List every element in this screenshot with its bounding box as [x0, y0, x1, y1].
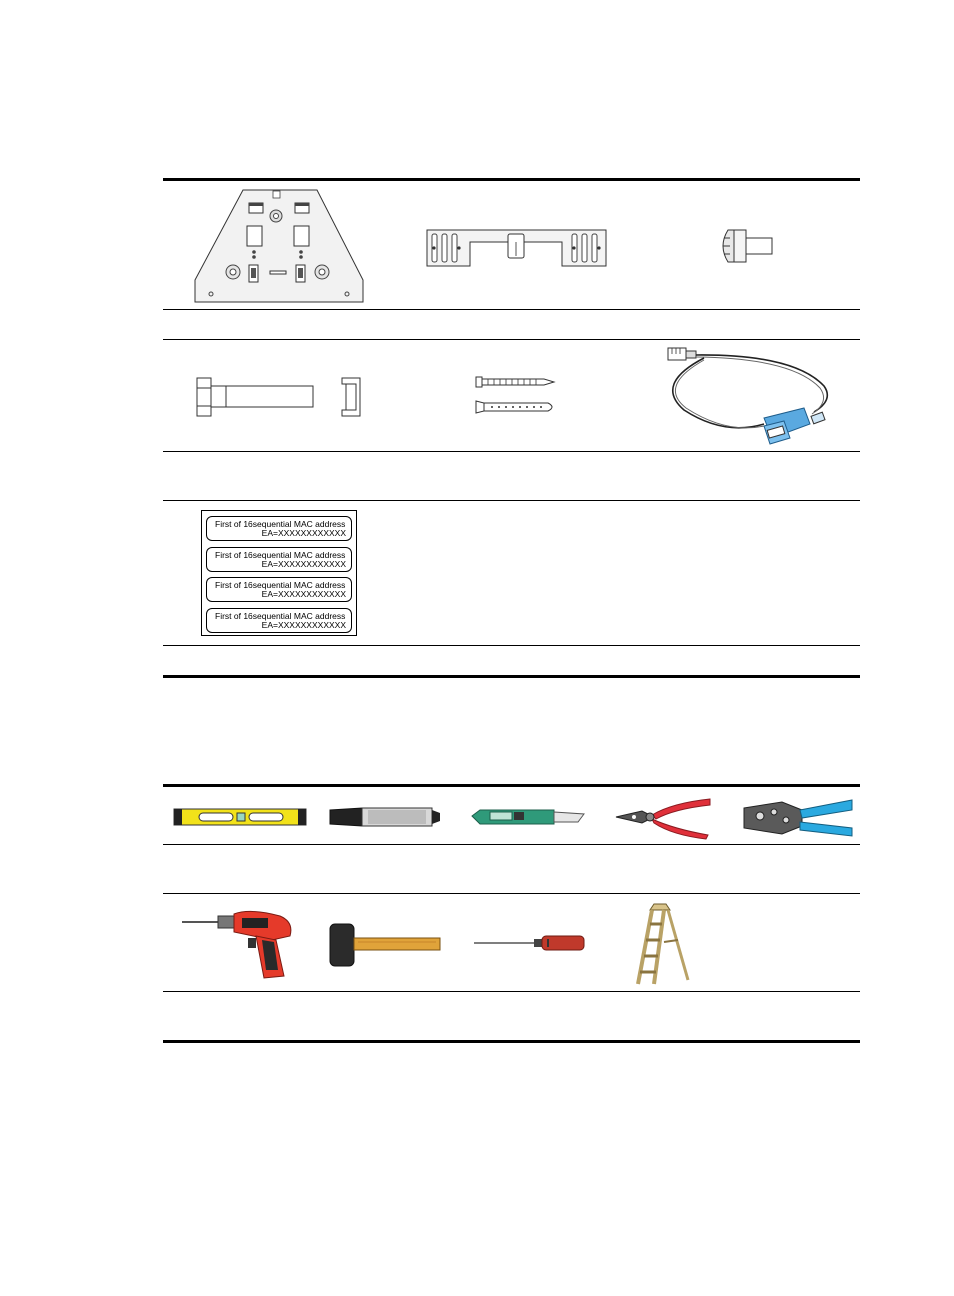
mac-label-sheet-icon	[201, 510, 357, 636]
accessories-table-top-border	[163, 178, 860, 181]
cage-nut-icon	[718, 228, 774, 264]
crimping-tool-icon	[742, 798, 854, 838]
console-cable-icon	[664, 344, 834, 450]
table-row-divider	[163, 451, 860, 452]
mac-address-label: First of 16sequential MAC address EA=XXXXXXXXXXXX	[206, 608, 352, 633]
mac-address-label: First of 16sequential MAC address EA=XXXXXXXXXXXX	[206, 547, 352, 572]
table-row-divider	[163, 844, 860, 845]
table-row-divider	[163, 645, 860, 646]
screwdriver-icon	[472, 934, 586, 952]
table-row-divider	[163, 309, 860, 310]
mac-address-label: First of 16sequential MAC address EA=XXXXXXXXXXXX	[206, 516, 352, 541]
tools-table-top-border	[163, 784, 860, 787]
screw-anchor-icon	[474, 374, 558, 418]
spirit-level-icon	[173, 807, 307, 827]
rail-bracket-icon	[426, 228, 606, 268]
table-row-divider	[163, 339, 860, 340]
utility-knife-icon	[470, 806, 586, 828]
table-row-divider	[163, 893, 860, 894]
electric-drill-icon	[180, 910, 296, 980]
mounting-bracket-icon	[193, 188, 365, 304]
rubber-mallet-icon	[328, 922, 442, 968]
table-row-divider	[163, 500, 860, 501]
table-row-divider	[163, 991, 860, 992]
accessories-table-bottom-border	[163, 675, 860, 678]
tools-table-bottom-border	[163, 1040, 860, 1043]
ladder-icon	[634, 902, 692, 986]
wire-stripper-icon	[612, 797, 712, 839]
bolt-icon	[196, 376, 362, 418]
mac-address-label: First of 16sequential MAC address EA=XXXXXXXXXXXX	[206, 577, 352, 602]
marker-icon	[328, 806, 444, 828]
